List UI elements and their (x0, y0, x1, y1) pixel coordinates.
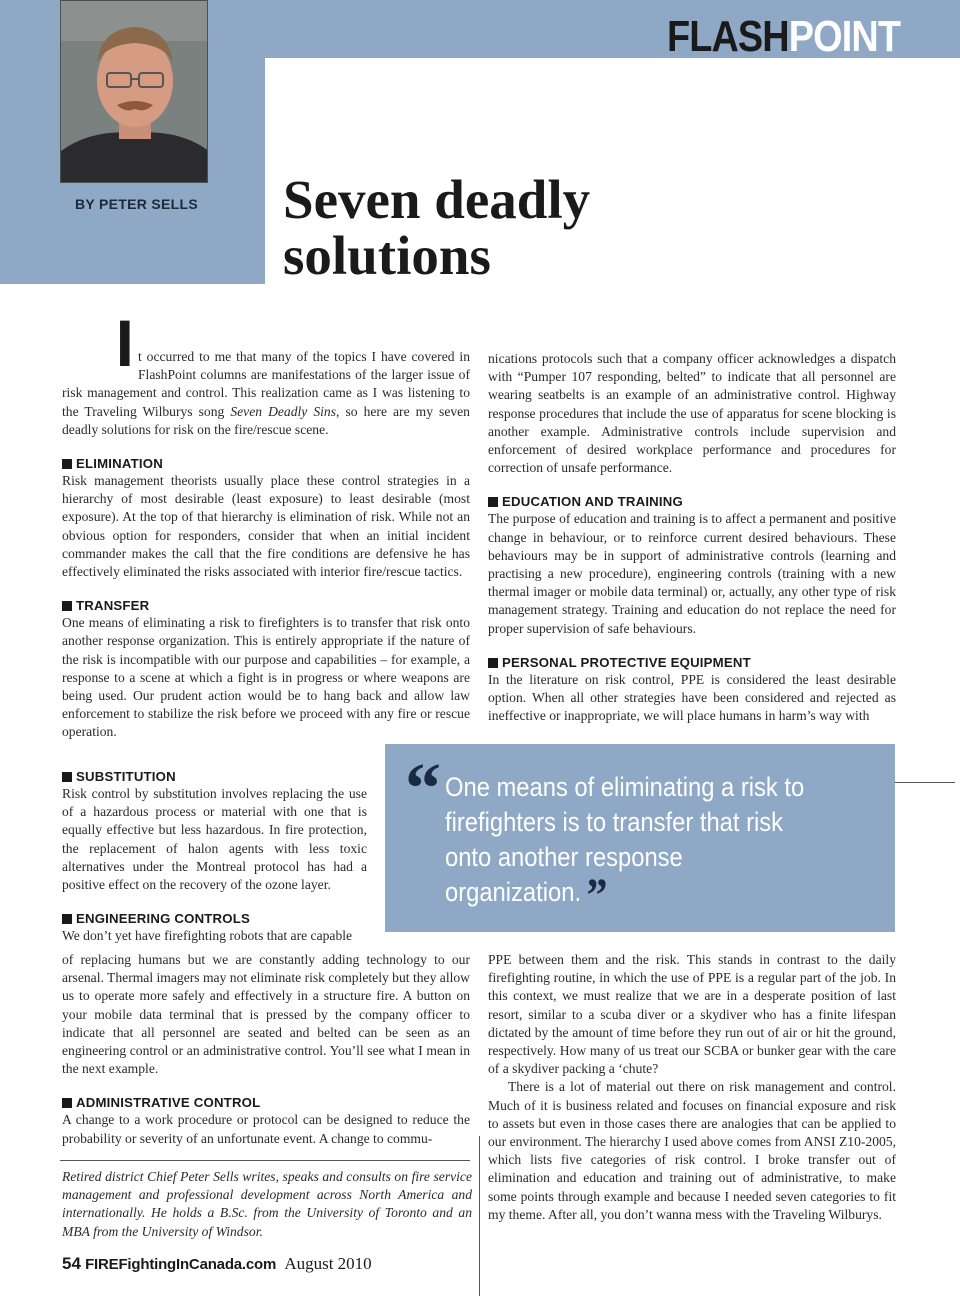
section-heading: ELIMINATION (76, 456, 163, 472)
bullet-square-icon (62, 772, 72, 782)
author-photo (60, 0, 208, 183)
section-heading: PERSONAL PROTECTIVE EQUIPMENT (502, 654, 751, 670)
pull-quote-text: One means of eliminating a risk to firefighters is to transfer that risk onto another response organization. (445, 772, 805, 907)
section-body: We don’t yet have firefighting robots that are capable (62, 928, 353, 944)
section-body-continued: nications protocols such that a company officer acknowledges a dispatch with “Pumper 107 responding, belted” to indicate that all personnel are wearing seatbelts is an example of an administrative control. Highway response procedures that include the use of apparatus for scene blocking is another example. Administrative controls include supervision and enforcement of desired workplace performance and procedures for correction of unsafe performance. (488, 351, 896, 476)
intro-paragraph: I t occurred to me that many of the topics I have covered in FlashPoint columns are manifestations of the larger issue of risk management and control. This realization came as I was listening to the Traveling Wilburys song Seven Deadly Sins, so here are my seven deadly solutions for risk on the fire/rescue scene. (62, 306, 470, 437)
section-heading: EDUCATION AND TRAINING (502, 494, 683, 510)
left-column-narrow (62, 754, 367, 945)
open-quote-icon: “ (405, 748, 441, 828)
bullet-square-icon (488, 658, 498, 668)
left-column-bottom (62, 951, 470, 1148)
headline: Seven deadly solutions (283, 169, 591, 286)
byline: BY PETER SELLS (75, 196, 198, 212)
section-body: Risk management theorists usually place these control strategies in a hierarchy of most desirable (least exposure) to least desirable (most exposure). At the top of that hierarchy is elimination of risk. While not an obvious option for responders, consider that when an initial incident commander makes the call that the fire conditions are defensive he has effectively eliminated the risks associated with interior fire/rescue tactics. (62, 473, 470, 580)
section-body: Risk control by substitution involves replacing the use of a hazardous process or material with one that is equally effective but less hazardous. In fire protection, the replacement of halon agents with less toxic alternatives under the Montreal protocol has had a positive effect on the recovery of the ozone layer. (62, 786, 367, 893)
section-heading: TRANSFER (76, 598, 150, 614)
close-quote-icon: ” (586, 869, 608, 922)
column-divider (479, 1136, 480, 1296)
section-elimination (62, 455, 470, 581)
section-administrative (62, 1094, 470, 1147)
bio-rule (60, 1160, 470, 1161)
right-column-top (488, 350, 896, 725)
divider-rule (895, 782, 955, 783)
section-education (488, 493, 896, 637)
section-body: The purpose of education and training is to affect a permanent and positive change in behaviour, or to reinforce current desired behaviours. These behaviours may be in support of administrative controls (learning and practising a new procedure), engineering controls (training with a new thermal imager or mobile data terminal) or, actually, any other type of risk management strategy. Training and education do not replace the need for proper supervision of safe behaviours. (488, 511, 896, 636)
section-body: A change to a work procedure or protocol can be designed to reduce the probability or severity of an unfortunate event. A change to commu- (62, 1112, 470, 1146)
right-column-bottom (488, 951, 896, 1224)
section-body: One means of eliminating a risk to firefighters is to transfer that risk onto another response organization. This is entirely appropriate if the nature of the risk is incompatible with our purpose and capabilities – for example, a response to a scene at which a fight is in progress or where weapons are being used. Our prudent action would be to hang back and allow law enforcement to stabilize the risk before we proceed with any fire or rescue operation. (62, 615, 470, 740)
section-heading: ADMINISTRATIVE CONTROL (76, 1095, 261, 1111)
section-heading: ENGINEERING CONTROLS (76, 911, 250, 927)
bullet-square-icon (62, 1098, 72, 1108)
left-column-top (62, 306, 470, 742)
publication-site: FIREFightingInCanada.com (85, 1256, 277, 1273)
page-number: 54 (62, 1254, 81, 1273)
bullet-square-icon (62, 459, 72, 469)
page-footer (62, 1254, 372, 1274)
section-heading: SUBSTITUTION (76, 769, 176, 784)
bullet-square-icon (62, 914, 72, 924)
column-logo: FLASHPOINT (666, 12, 900, 61)
section-body-continued: PPE between them and the risk. This stands in contrast to the daily firefighting routine, in which the use of PPE is a regular part of the job. In this context, we must realize that we are in a desperate position of last resort, similar to a scuba diver or a skydiver who has a finite lifespan dictated by the amount of time before they run out of air or hit the ground, respectively. How many of us treat our SCBA or bunker gear with the care of a skydiver packing a ‘chute? (488, 952, 896, 1077)
bullet-square-icon (62, 601, 72, 611)
section-engineering (62, 910, 367, 945)
closing-paragraph: There is a lot of material out there on risk management and control. Much of it is business related and focuses on financial exposure and risk to assets but even in those cases there are analogies that can be applied to our environment. The hierarchy I used above comes from ANSI Z10-2005, which lists five categories of risk control. I broke transfer out of elimination and education and training out of administrative, to make some points through example and because I needed seven categories to fit my theme. After all, you don’t wanna mess with the Traveling Wilburys. (488, 1079, 896, 1222)
section-body: In the literature on risk control, PPE is considered the least desirable option. When all other strategies have been considered and rejected as ineffective or inappropriate, we will place humans in harm’s way with (488, 671, 896, 724)
section-ppe (488, 654, 896, 726)
author-bio: Retired district Chief Peter Sells writes, speaks and consults on fire service management and professional development across North America and internationally. He holds a B.Sc. from the University of Toronto and an MBA from the University of Windsor. (62, 1169, 472, 1239)
section-body-continued: of replacing humans but we are constantly adding technology to our arsenal. Thermal imagers may not eliminate risk completely but they allow us to operate more safely and effectively in a structure fire. A button on your mobile data terminal that is pressed by the company officer to indicate that all personnel are seated and belted can be seen as an engineering control or an administrative control. You’ll see what I mean in the next example. (62, 952, 470, 1077)
section-substitution (62, 768, 367, 894)
drop-cap: I (115, 306, 134, 380)
issue-date: August 2010 (284, 1254, 372, 1273)
section-transfer (62, 597, 470, 741)
bullet-square-icon (488, 497, 498, 507)
pull-quote (385, 744, 895, 932)
